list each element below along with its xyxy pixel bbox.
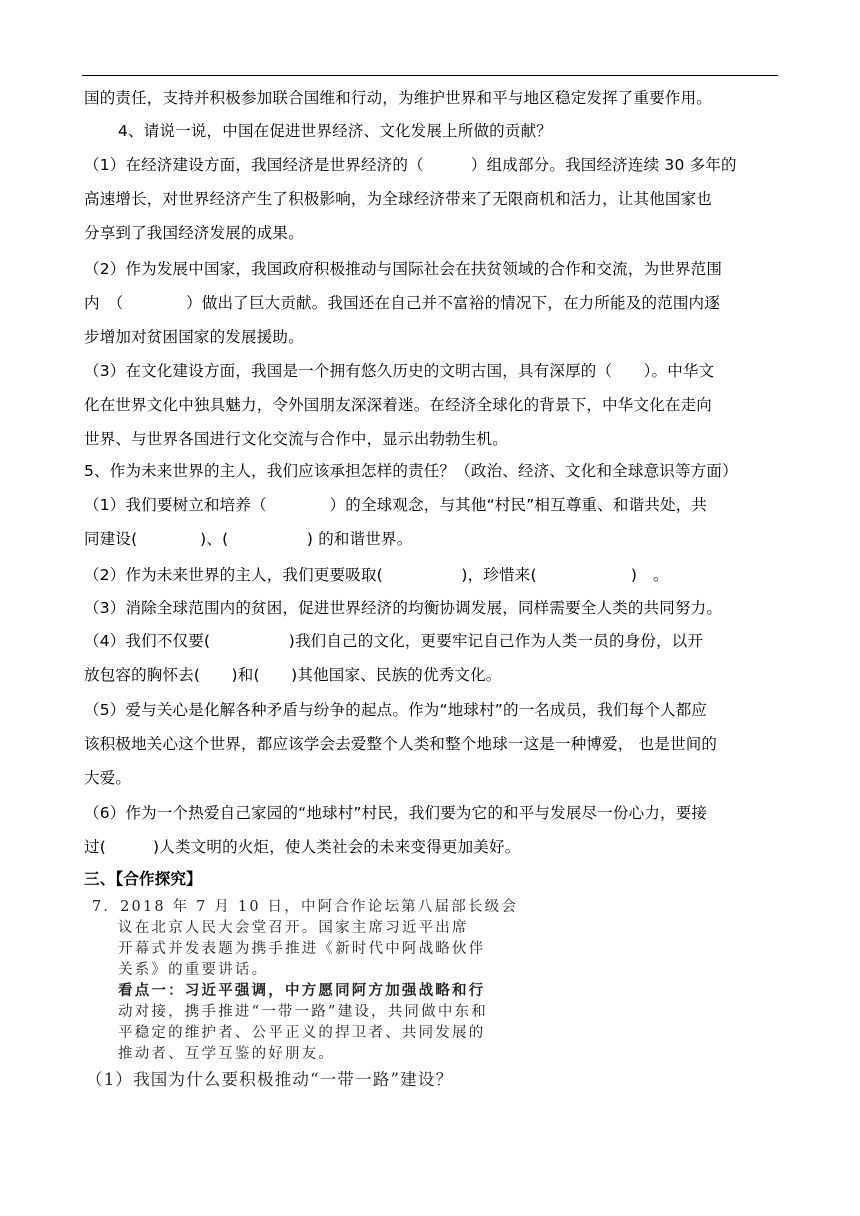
- text-line: （4）我们不仅要( )我们自己的文化，更要牢记自己作为人类一员的身份，以开: [84, 632, 704, 650]
- text-line: 该积极地关心这个世界，都应该学会去爱整个人类和整个地球一这是一种博爱， 也是世间的: [84, 735, 718, 753]
- text-line: （6）作为一个热爱自己家园的“地球村”村民，我们要为它的和平与发展尽一份心力，要接: [84, 804, 708, 822]
- text-line: （3）消除全球范围内的贫困，促进世界经济的均衡协调发展，同样需要全人类的共同努力。: [84, 599, 723, 617]
- text-line: （2）作为发展中国家，我国政府积极推动与国际社会在扶贫领域的合作和交流，为世界范围: [84, 260, 723, 278]
- header-rule: [82, 75, 778, 76]
- text-line: 化在世界文化中独具魅力，令外国朋友深深着迷。在经济全球化的背景下，中华文化在走向: [84, 396, 713, 414]
- text-line: 国的责任，支持并积极参加联合国维和行动，为维护世界和平与地区稳定发挥了重要作用。: [84, 89, 713, 107]
- scan-line: 开幕式并发表题为携手推进《新时代中阿战略伙伴: [118, 941, 486, 957]
- text-line: 过( )人类文明的火炬，使人类社会的未来变得更加美好。: [84, 838, 521, 856]
- scan-line: 动对接，携手推进“一带一路”建设，共同做中东和: [118, 1004, 488, 1020]
- section-heading: 三、【合作探究】: [84, 870, 202, 888]
- scan-line: 关系》的重要讲话。: [118, 962, 269, 978]
- scan-line: 平稳定的维护者、公平正义的捍卫者、共同发展的: [118, 1025, 486, 1041]
- scan-line: 7．2018 年 7 月 10 日，中阿合作论坛第八届部长级会: [92, 899, 519, 915]
- text-line: 分享到了我国经济发展的成果。: [84, 224, 304, 242]
- scan-line: 看点一：习近平强调，中方愿同阿方加强战略和行: [118, 982, 486, 999]
- text-line: 放包容的胸怀去( )和( )其他国家、民族的优秀文化。: [84, 666, 502, 684]
- question-4-heading: 4、请说一说，中国在促进世界经济、文化发展上所做的贡献？: [118, 122, 552, 140]
- text-line: （1）我们要树立和培养（ ）的全球观念，与其他“村民”相互尊重、和谐共处，共: [84, 496, 708, 514]
- text-line: 世界、与世界各国进行文化交流与合作中，显示出勃勃生机。: [84, 430, 508, 448]
- scan-line: 推动者、互学互鉴的好朋友。: [118, 1046, 336, 1062]
- scan-line: 议在北京人民大会堂召开。国家主席习近平出席: [118, 920, 469, 936]
- text-line: 步增加对贫困国家的发展援助。: [84, 328, 304, 346]
- text-line: （5）爱与关心是化解各种矛盾与纷争的起点。作为“地球村”的一名成员，我们每个人都应: [84, 701, 708, 719]
- text-line: （2）作为未来世界的主人，我们更要吸取( )，珍惜来( ) 。: [84, 566, 669, 584]
- text-line: （3）在文化建设方面，我国是一个拥有悠久历史的文明古国，具有深厚的（ ）。中华文: [84, 362, 715, 380]
- text-line: 高速增长，对世界经济产生了积极影响，为全球经济带来了无限商机和活力，让其他国家也: [84, 190, 713, 208]
- text-line: （1）在经济建设方面，我国经济是世界经济的（ ）组成部分。我国经济连续 30 多年的: [84, 156, 737, 174]
- scan-question: （1）我国为什么要积极推动“一带一路”建设？: [86, 1070, 454, 1089]
- text-line: 大爱。: [84, 769, 132, 787]
- text-line: 同建设( )、( ) 的和谐世界。: [84, 530, 413, 548]
- question-5-heading: 5、作为未来世界的主人，我们应该承担怎样的责任？（政治、经济、文化和全球意识等方面）: [84, 462, 738, 480]
- text-line: 内 （ ）做出了巨大贡献。我国还在自己并不富裕的情况下，在力所能及的范围内逐: [84, 294, 720, 312]
